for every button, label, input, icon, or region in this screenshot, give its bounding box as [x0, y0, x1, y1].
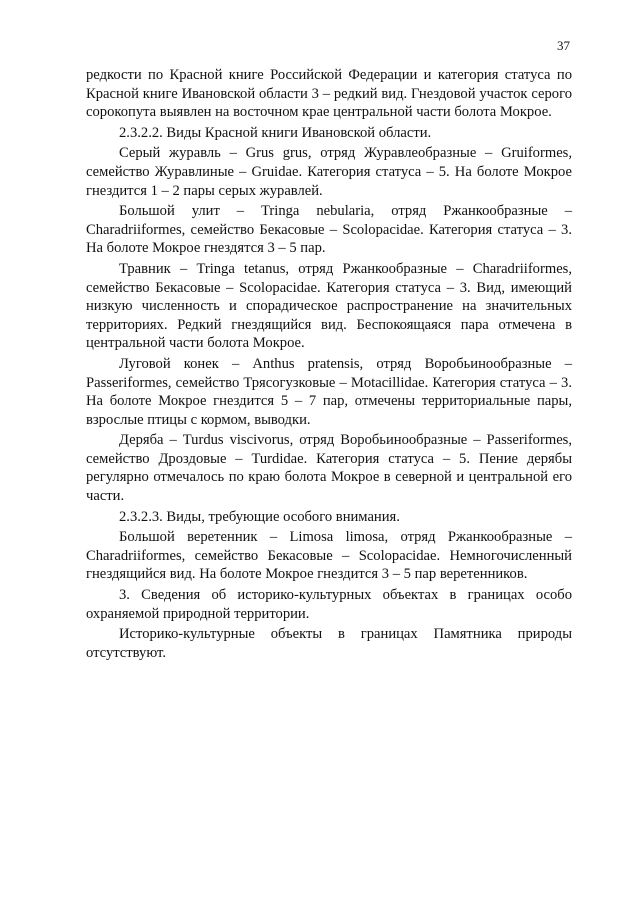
- paragraph-continuation: редкости по Красной книге Российской Федерации и категория статуса по Красной книге Ивановской области 3 – редкий вид. Гнездовой участок серого сорокопута выявлен на восточном крае центральной части болота Мокрое.: [86, 67, 572, 121]
- page-number: 37: [557, 38, 570, 53]
- paragraph-mistle-thrush: Деряба – Turdus viscivorus, отряд Воробьинообразные – Passeriformes, семейство Дроздовые – Turdidae. Категория статуса – 5. Пение дерябы регулярно отмечалось по краю болота Мокрое в северной и центральной его части.: [86, 432, 572, 505]
- paragraph-cultural-objects: Историко-культурные объекты в границах Памятника природы отсутствуют.: [86, 626, 572, 661]
- paragraph-redshank: Травник – Tringa tetanus, отряд Ржанкообразные – Charadriiformes, семейство Бекасовые – Scolopacidae. Категория статуса – 3. Вид, имеющий низкую численность и спорадическое распространение на значительных территориях. Редкий гнездящийся вид. Беспокоящаяся пара отмечена в центральной части болота Мокрое.: [86, 260, 572, 352]
- paragraph-grey-crane: Серый журавль – Grus grus, отряд Журавлеобразные – Gruiformes, семейство Журавлиные – Gruidae. Категория статуса – 5. На болоте Мокрое гнездится 1 – 2 пары серых журавлей.: [86, 145, 572, 199]
- paragraph-meadow-pipit: Луговой конек – Anthus pratensis, отряд Воробьинообразные – Passeriformes, семейство Трясогузковые – Motacillidae. Категория статуса – 3. На болоте Мокрое гнездится 5 – 7 пар, отмечены территориальные пары, взрослые птицы с кормом, выводки.: [86, 355, 572, 428]
- paragraph-greenshank: Большой улит – Tringa nebularia, отряд Ржанкообразные – Charadriiformes, семейство Бекасовые – Scolopacidae. Категория статуса – 3. На болоте Мокрое гнездятся 3 – 5 пар.: [86, 203, 572, 257]
- paragraph-black-tailed-godwit: Большой веретенник – Limosa limosa, отряд Ржанкообразные – Charadriiformes, семейство Бекасовые – Scolopacidae. Немногочисленный гнездящийся вид. На болоте Мокрое гнездится 3 – 5 пар веретенников.: [86, 529, 572, 583]
- section-heading-2-3-2-3: 2.3.2.3. Виды, требующие особого внимания.: [119, 508, 400, 525]
- section-heading-2-3-2-2: 2.3.2.2. Виды Красной книги Ивановской области.: [119, 124, 432, 141]
- section-heading-3: 3. Сведения об историко-культурных объектах в границах особо охраняемой природной территории.: [86, 587, 572, 622]
- page-body: [86, 66, 572, 664]
